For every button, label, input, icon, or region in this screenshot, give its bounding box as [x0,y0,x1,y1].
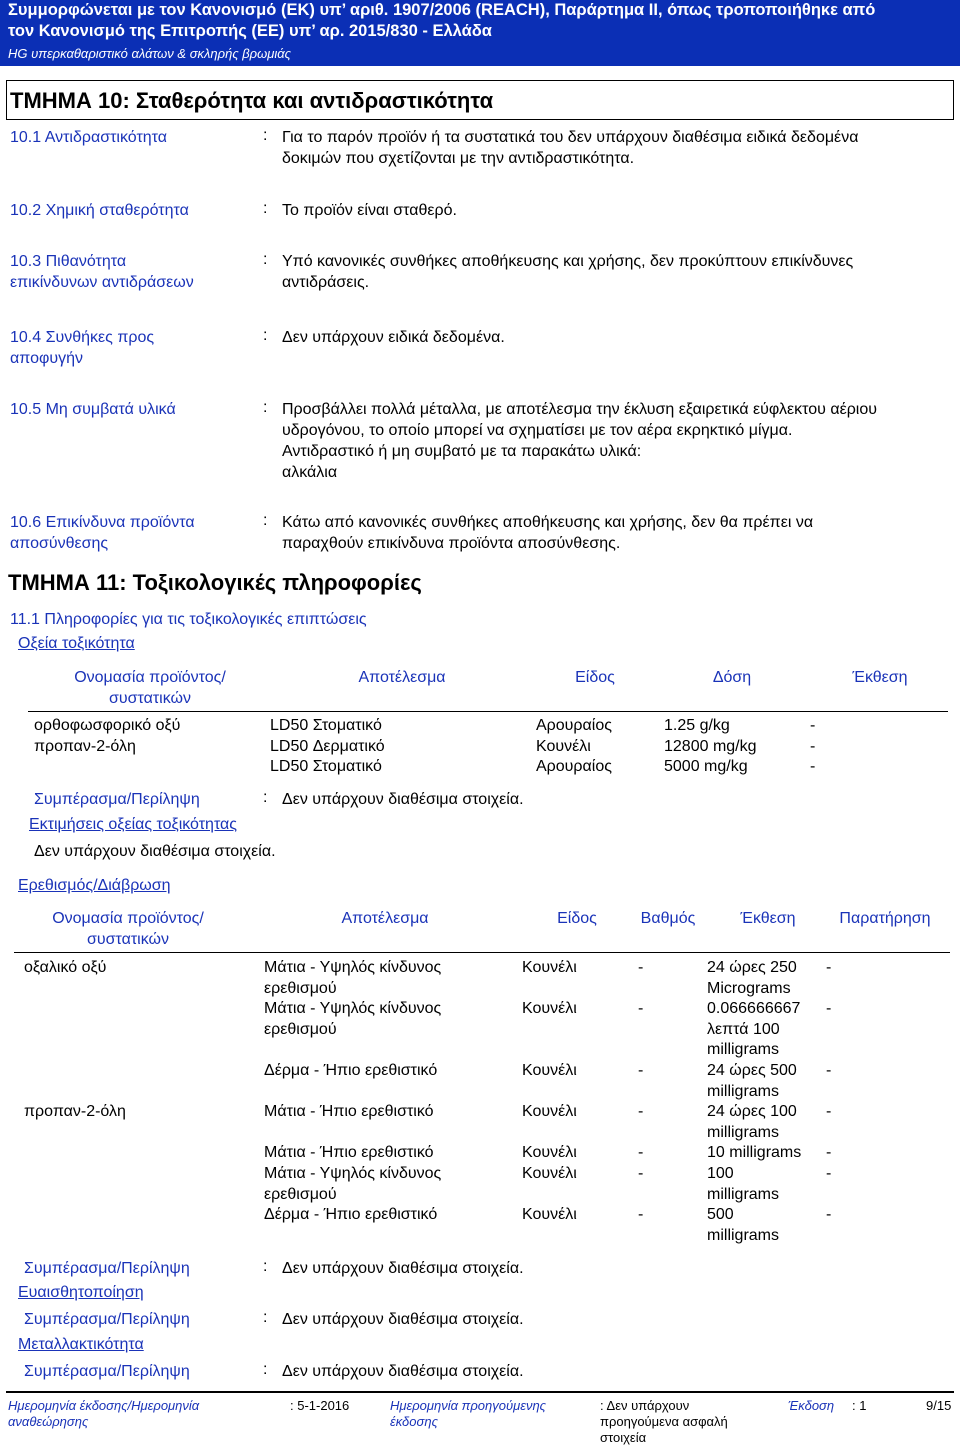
irr-row-note: - [826,1206,832,1223]
acute-toxicity-link[interactable]: Οξεία τοξικότητα [18,635,135,652]
product-name: HG υπερκαθαριστικό αλάτων & σκληρής βρωμιάς [8,46,291,61]
item-10-5-value: Προσβάλλει πολλά μέταλλα, με αποτέλεσμα την έκλυση εξαιρετικά εύφλεκτου αέριου υδρογόνου, το οποίο μπορεί να σχηματίσει με τον αέρα εκρηκτικό μίγμα. Αντιδραστικό ή μη συμβατό με τα παρακάτω υλικά: αλκάλια [282,401,877,481]
colon: : [263,789,268,806]
section-11-title: ΤΜΗΜΑ 11: Τοξικολογικές πληροφορίες [8,570,422,595]
irr-header-exposure: Έκθεση [740,910,796,927]
sens-conclusion-label: Συμπέρασμα/Περίληψη [24,1311,190,1328]
item-10-2-value: Το προϊόν είναι σταθερό. [282,202,457,219]
irr-row-grade: - [638,1103,644,1120]
acute-header-species: Είδος [575,669,615,686]
item-10-3-label: 10.3 Πιθανότητα επικίνδυνων αντιδράσεων [10,253,194,291]
irr-row-species: Κουνέλι [522,1062,577,1079]
irr-header-grade: Βαθμός [640,910,696,927]
irr-row-exposure: 24 ώρες 500 milligrams [707,1062,797,1100]
irr-row-result: Δέρμα - Ήπιο ερεθιστικό [264,1062,438,1079]
acute-doses: 1.25 g/kg 12800 mg/kg 5000 mg/kg [664,717,757,775]
irr-row-exposure: 100 milligrams [707,1165,779,1203]
acute-results: LD50 Στοματικό LD50 Δερματικό LD50 Στοματικό [270,717,385,775]
footer-prev-label: Ημερομηνία προηγούμενης έκδοσης [390,1398,547,1429]
irr-row-result: Μάτια - Υψηλός κίνδυνος ερεθισμού [264,1000,442,1038]
colon: : [263,1309,268,1326]
irr-header-note: Παρατήρηση [839,910,931,927]
document-header [0,0,960,66]
irr-header-divider [14,952,950,953]
acute-species: Αρουραίος Κουνέλι Αρουραίος [536,717,612,775]
colon: : [263,1361,268,1378]
footer-issue-label: Ημερομηνία έκδοσης/Ημερομηνία αναθεώρησης [8,1398,200,1429]
irritation-corrosion-link[interactable]: Ερεθισμός/Διάβρωση [18,877,171,894]
irr-row-grade: - [638,1000,644,1017]
sens-conclusion: Δεν υπάρχουν διαθέσιμα στοιχεία. [282,1311,524,1328]
item-10-4-label: 10.4 Συνθήκες προς αποφυγήν [10,329,155,367]
irr-row-result: Δέρμα - Ήπιο ερεθιστικό [264,1206,438,1223]
footer-version-value: : 1 [852,1398,867,1413]
irr-row-species: Κουνέλι [522,1103,577,1120]
irr-conclusion: Δεν υπάρχουν διαθέσιμα στοιχεία. [282,1260,524,1277]
mut-conclusion: Δεν υπάρχουν διαθέσιμα στοιχεία. [282,1363,524,1380]
footer-page-number: 9/15 [926,1398,952,1413]
item-10-6-label: 10.6 Επικίνδυνα προϊόντα αποσύνθεσης [10,514,195,552]
irr-row-name: οξαλικό οξύ [24,959,107,976]
item-10-1-value: Για το παρόν προϊόν ή τα συστατικά του δεν υπάρχουν διαθέσιμα ειδικά δεδομένα δοκιμών που σχετίζονται με την αντιδραστικότητα. [282,129,859,167]
irr-row-species: Κουνέλι [522,1165,577,1182]
colon: : [263,327,268,344]
irr-row-note: - [826,1000,832,1017]
footer-prev-value: : Δεν υπάρχουν προηγούμενα ασφαλή στοιχεία [600,1398,728,1445]
item-10-6-value: Κάτω από κανονικές συνθήκες αποθήκευσης και χρήσης, δεν θα πρέπει να παραχθούν επικίνδυνα προϊόντα αποσύνθεσης. [282,514,814,552]
regulation-line-1: Συμμορφώνεται με τον Κανονισμό (ΕΚ) υπ’ αριθ. 1907/2006 (REACH), Παράρτημα ΙΙ, όπως τροποποιήθηκε από [8,1,876,19]
irr-header-result: Αποτέλεσμα [341,910,429,927]
item-10-4-value: Δεν υπάρχουν ειδικά δεδομένα. [282,329,505,346]
irr-row-grade: - [638,1206,644,1223]
irr-header-name: Ονομασία προϊόντος/ συστατικών [52,910,204,948]
irr-row-exposure: 10 milligrams [707,1144,802,1161]
item-10-2-label: 10.2 Χημική σταθερότητα [10,202,189,219]
irr-conclusion-label: Συμπέρασμα/Περίληψη [24,1260,190,1277]
irr-row-species: Κουνέλι [522,1000,577,1017]
irr-row-note: - [826,1165,832,1182]
item-10-5-label: 10.5 Μη συμβατά υλικά [10,401,176,418]
irr-row-exposure: 500 milligrams [707,1206,779,1244]
colon: : [263,251,268,268]
colon: : [263,512,268,529]
acute-header-dose: Δόση [712,669,752,686]
irr-row-grade: - [638,1062,644,1079]
irr-row-note: - [826,1062,832,1079]
colon: : [263,200,268,217]
acute-header-name: Ονομασία προϊόντος/ συστατικών [74,669,226,707]
acute-estimates-link[interactable]: Εκτιμήσεις οξείας τοξικότητας [29,816,237,833]
irr-row-result: Μάτια - Ήπιο ερεθιστικό [264,1103,434,1120]
irr-row-result: Μάτια - Υψηλός κίνδυνος ερεθισμού [264,959,442,997]
irr-header-species: Είδος [557,910,597,927]
irr-row-note: - [826,959,832,976]
irr-row-grade: - [638,1144,644,1161]
irr-row-species: Κουνέλι [522,1144,577,1161]
mut-conclusion-label: Συμπέρασμα/Περίληψη [24,1363,190,1380]
footer-divider [6,1391,954,1393]
irr-row-grade: - [638,959,644,976]
irr-row-exposure: 24 ώρες 100 milligrams [707,1103,797,1141]
colon: : [263,1258,268,1275]
item-10-3-value: Υπό κανονικές συνθήκες αποθήκευσης και χρήσης, δεν προκύπτουν επικίνδυνες αντιδράσεις. [282,253,854,291]
section-11-1-subtitle: 11.1 Πληροφορίες για τις τοξικολογικές επιπτώσεις [10,611,367,628]
irr-row-species: Κουνέλι [522,1206,577,1223]
irr-row-note: - [826,1144,832,1161]
acute-header-divider [28,711,948,712]
acute-exposures: - - - [810,717,816,775]
acute-conclusion-label: Συμπέρασμα/Περίληψη [34,791,200,808]
acute-header-result: Αποτέλεσμα [358,669,446,686]
acute-names: ορθοφωσφορικό οξύ προπαν-2-όλη [34,717,181,755]
footer-version-label: Έκδοση [788,1398,835,1413]
sensitization-link[interactable]: Ευαισθητοποίηση [18,1284,144,1301]
irr-row-exposure: 0.066666667 λεπτά 100 milligrams [707,1000,801,1058]
regulation-line-2: τον Κανονισμό της Επιτροπής (ΕΕ) υπ’ αρ. 2015/830 - Ελλάδα [8,22,492,40]
item-10-1-label: 10.1 Αντιδραστικότητα [10,129,168,146]
colon: : [263,399,268,416]
footer-issue-date: : 5-1-2016 [290,1398,350,1413]
irr-row-grade: - [638,1165,644,1182]
acute-header-exposure: Έκθεση [852,669,908,686]
irr-row-result: Μάτια - Υψηλός κίνδυνος ερεθισμού [264,1165,442,1203]
colon: : [263,127,268,144]
irr-row-exposure: 24 ώρες 250 Micrograms [707,959,797,997]
acute-conclusion: Δεν υπάρχουν διαθέσιμα στοιχεία. [282,791,524,808]
mutagenicity-link[interactable]: Μεταλλακτικότητα [18,1336,144,1353]
irr-row-name: προπαν-2-όλη [24,1103,126,1120]
section-10-title: ΤΜΗΜΑ 10: Σταθερότητα και αντιδραστικότητα [10,88,494,113]
irr-row-species: Κουνέλι [522,959,577,976]
acute-estimates: Δεν υπάρχουν διαθέσιμα στοιχεία. [34,843,276,860]
irr-row-note: - [826,1103,832,1120]
irr-row-result: Μάτια - Ήπιο ερεθιστικό [264,1144,434,1161]
